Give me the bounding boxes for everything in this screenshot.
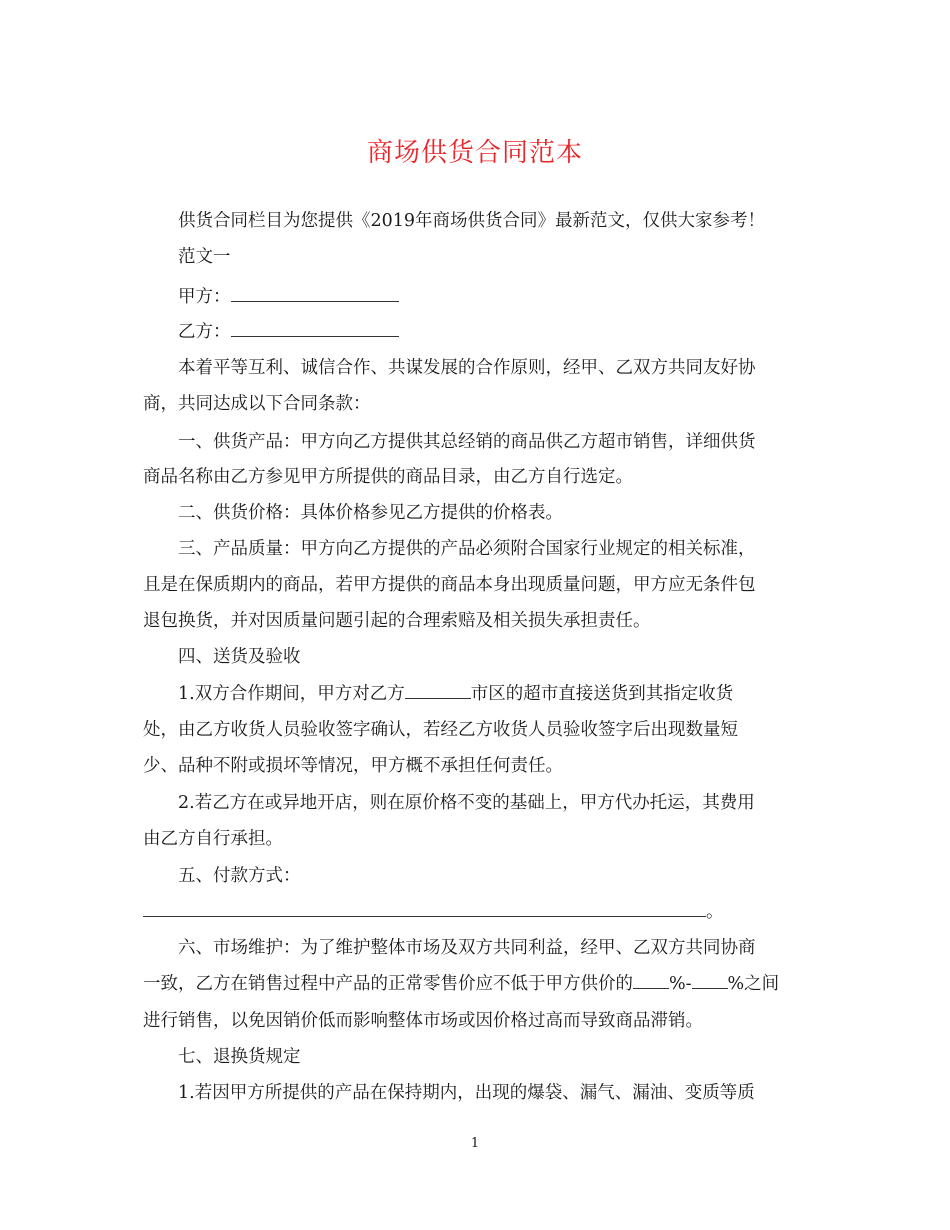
paragraph-text: 。 <box>706 902 724 922</box>
page-title: 商场供货合同范本 <box>366 138 583 168</box>
intro-text: 供货合同栏目为您提供《2019年商场供货合同》最新范文，仅供大家参考！ <box>178 211 766 231</box>
paragraph-text: %之间 <box>727 974 780 994</box>
section-heading: 五、付款方式： <box>178 866 301 886</box>
paragraph-text: 一致，乙方在销售过程中产品的正常零售价应不低于甲方供价的 <box>143 974 633 994</box>
paragraph-text: 处，由乙方收货人员验收签字确认，若经乙方收货人员验收签字后出现数量短 <box>143 720 738 740</box>
blank-line <box>633 974 669 989</box>
paragraph-text: 本着平等互利、诚信合作、共谋发展的合作原则，经甲、乙双方共同友好协 <box>178 358 756 378</box>
party-a-blank <box>231 287 399 302</box>
paragraph-text: 2.若乙方在或异地开店，则在原价格不变的基础上，甲方代办托运，其费用 <box>178 793 755 813</box>
sample-label: 范文一 <box>178 247 231 267</box>
paragraph-text: 且是在保质期内的商品，若甲方提供的商品本身出现质量问题，甲方应无条件包 <box>143 575 756 595</box>
paragraph-text: 一、供货产品：甲方向乙方提供其总经销的商品供乙方超市销售，详细供货 <box>178 432 756 452</box>
paragraph-text: 由乙方自行承担。 <box>143 829 283 849</box>
paragraph-text: 1.双方合作期间，甲方对乙方 <box>178 684 405 704</box>
blank-line <box>143 902 706 917</box>
paragraph-line <box>143 972 779 996</box>
paragraph-text: 三、产品质量：甲方向乙方提供的产品必须附合国家行业规定的相关标准， <box>178 539 756 559</box>
paragraph-text: 1.若因甲方所提供的产品在保持期内，出现的爆袋、漏气、漏油、变质等质 <box>178 1083 755 1103</box>
paragraph-text: 商品名称由乙方参见甲方所提供的商品目录，由乙方自行选定。 <box>143 467 633 487</box>
paragraph-text: %- <box>669 974 692 994</box>
party-a-line <box>178 285 399 309</box>
paragraph-text: 六、市场维护：为了维护整体市场及双方共同利益，经甲、乙双方共同协商 <box>178 938 756 958</box>
blank-line <box>405 684 471 699</box>
section-heading: 四、送货及验收 <box>178 647 301 667</box>
payment-blank-line <box>143 900 724 924</box>
paragraph-text: 少、品种不附或损坏等情况，甲方概不承担任何责任。 <box>143 756 563 776</box>
blank-line <box>692 974 728 989</box>
party-a-label: 甲方： <box>178 287 231 307</box>
party-b-blank <box>231 322 399 337</box>
paragraph-text: 退包换货，并对因质量问题引起的合理索赔及相关损失承担责任。 <box>143 611 651 631</box>
page-number: 1 <box>470 1136 480 1151</box>
paragraph-text: 商，共同达成以下合同条款： <box>143 394 371 414</box>
paragraph-text: 二、供货价格：具体价格参见乙方提供的价格表。 <box>178 503 563 523</box>
paragraph-text: 进行销售，以免因销价低而影响整体市场或因价格过高而导致商品滞销。 <box>143 1011 703 1031</box>
party-b-line <box>178 320 399 344</box>
paragraph-text: 市区的超市直接送货到其指定收货 <box>470 684 734 704</box>
section-heading: 七、退换货规定 <box>178 1047 301 1067</box>
party-b-label: 乙方： <box>178 322 231 342</box>
paragraph-line <box>178 682 733 706</box>
